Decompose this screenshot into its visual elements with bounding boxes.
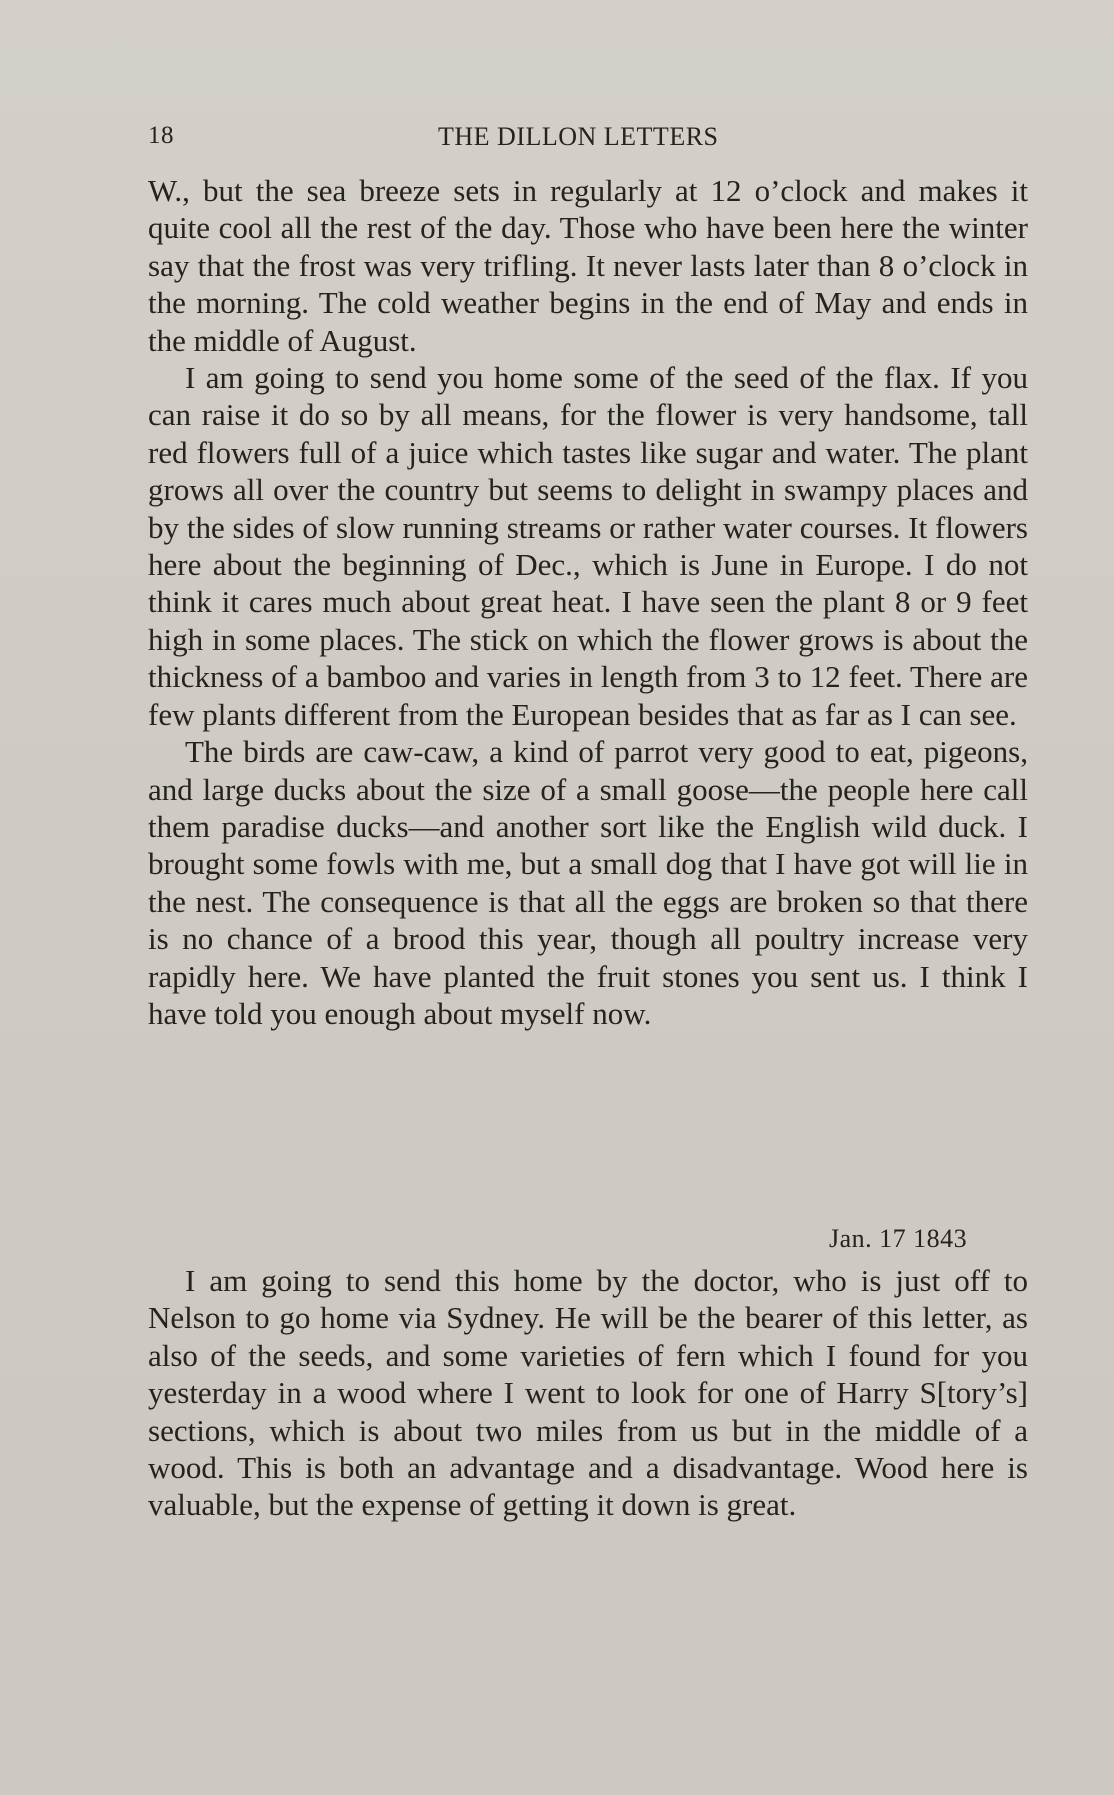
letter-body [148, 1262, 1028, 1524]
body-text [148, 172, 1028, 1032]
paragraph-continued: W., but the sea breeze sets in regularly at 12 o’clock and makes it quite cool all the rest of the day. Those who have been here the winter say that the frost was very trifling. It never lasts later than 8 o’clock in the morning. The cold weather begins in the end of May and ends in the middle of August. [148, 173, 1028, 358]
page-header [148, 122, 1028, 156]
paragraph-birds: The birds are caw-caw, a kind of parrot very good to eat, pigeons, and large ducks about the size of a small goose—the people here call them paradise ducks—and another sort like the English wild duck. I brought some fowls with me, but a small dog that I have got will lie in the nest. The consequence is that all the eggs are broken so that there is no chance of a brood this year, though all poultry increase very rapidly here. We have planted the fruit stones you sent us. I think I have told you enough about myself now. [148, 734, 1028, 1031]
paragraph-flax: I am going to send you home some of the seed of the flax. If you can raise it do so by all means, for the flower is very handsome, tall red flowers full of a juice which tastes like sugar and water. The plant grows all over the country but seems to delight in swampy places and by the sides of slow running streams or rather water courses. It flowers here about the beginning of Dec., which is June in Europe. I do not think it cares much about great heat. I have seen the plant 8 or 9 feet high in some places. The stick on which the flower grows is about the thickness of a bamboo and varies in length from 3 to 12 feet. There are few plants different from the European besides that as far as I can see. [148, 360, 1028, 732]
page-number: 18 [148, 122, 174, 149]
running-title: THE DILLON LETTERS [438, 122, 719, 151]
letter-dateline: Jan. 17 1843 [829, 1224, 968, 1253]
paragraph-letter: I am going to send this home by the doctor, who is just off to Nelson to go home via Sydney. He will be the bearer of this letter, as also of the seeds, and some varieties of fern which I found for you yesterday in a wood where I went to look for one of Harry S[tory’s] sections, which is about two miles from us but in the middle of a wood. This is both an advantage and a disadvantage. Wood here is valuable, but the expense of getting it down is great. [148, 1263, 1028, 1523]
